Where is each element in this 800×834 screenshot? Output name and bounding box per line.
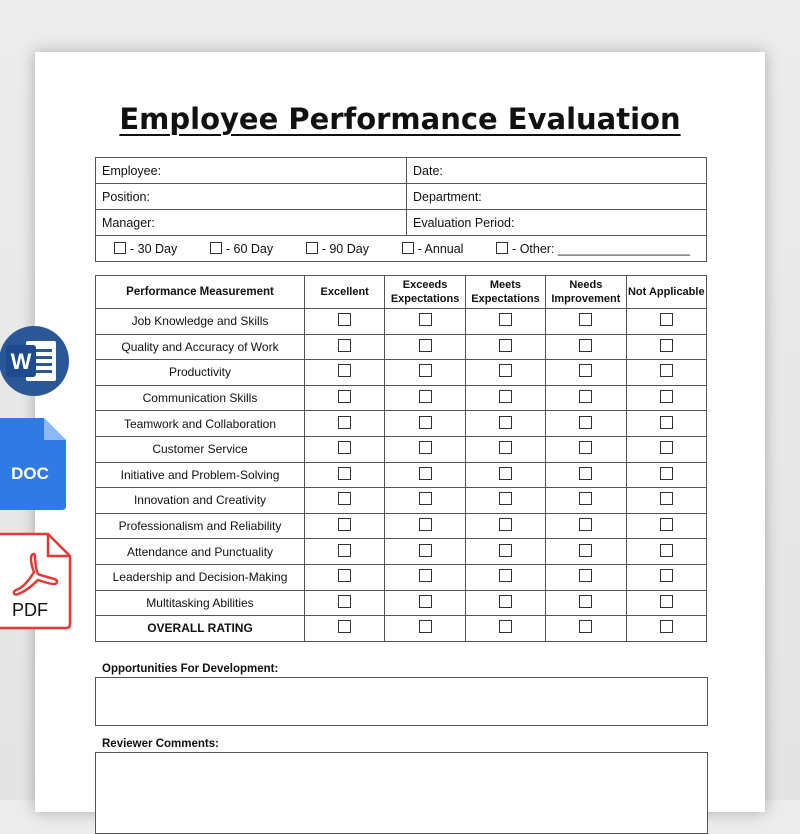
table-row <box>96 513 707 539</box>
rating-cell-excellent <box>305 590 385 616</box>
measurement-label: OVERALL RATING <box>96 616 305 642</box>
measurement-label: Innovation and Creativity <box>96 488 305 514</box>
rating-cell-not-applicable <box>626 411 706 437</box>
rating-cell-needs-improvement <box>546 616 626 642</box>
rating-cell-not-applicable <box>626 616 706 642</box>
rating-cell-not-applicable <box>626 539 706 565</box>
rating-cell-meets-expectations <box>465 411 545 437</box>
rating-cell-needs-improvement <box>546 411 626 437</box>
checkbox[interactable] <box>579 569 592 582</box>
checkbox[interactable] <box>579 390 592 403</box>
manager-field[interactable]: Manager: <box>96 210 407 236</box>
checkbox[interactable] <box>419 595 432 608</box>
rating-cell-needs-improvement <box>546 590 626 616</box>
rating-cell-exceeds-expectations <box>385 411 465 437</box>
development-label: Opportunities For Development: <box>102 663 279 675</box>
checkbox[interactable] <box>338 339 351 352</box>
checkbox[interactable] <box>579 595 592 608</box>
rating-cell-needs-improvement <box>546 564 626 590</box>
table-row <box>96 309 707 335</box>
rating-cell-meets-expectations <box>465 564 545 590</box>
period-90-day[interactable]: - 90 Day <box>306 242 369 256</box>
checkbox[interactable] <box>338 364 351 377</box>
rating-cell-exceeds-expectations <box>385 385 465 411</box>
checkbox[interactable] <box>660 390 673 403</box>
checkbox[interactable] <box>338 620 351 633</box>
rating-cell-needs-improvement <box>546 539 626 565</box>
word-icon <box>0 325 70 397</box>
rating-cell-needs-improvement <box>546 462 626 488</box>
checkbox[interactable] <box>499 313 512 326</box>
checkbox[interactable] <box>660 492 673 505</box>
rating-cell-excellent <box>305 385 385 411</box>
rating-cell-needs-improvement <box>546 360 626 386</box>
checkbox[interactable] <box>660 620 673 633</box>
checkbox[interactable] <box>660 518 673 531</box>
header-needs-improvement: Needs Improvement <box>546 276 626 309</box>
rating-cell-needs-improvement <box>546 309 626 335</box>
measurement-label: Quality and Accuracy of Work <box>96 334 305 360</box>
checkbox[interactable] <box>338 595 351 608</box>
table-row <box>96 590 707 616</box>
rating-cell-exceeds-expectations <box>385 488 465 514</box>
rating-cell-not-applicable <box>626 462 706 488</box>
rating-cell-excellent <box>305 360 385 386</box>
rating-cell-needs-improvement <box>546 488 626 514</box>
rating-cell-exceeds-expectations <box>385 462 465 488</box>
checkbox[interactable] <box>419 313 432 326</box>
checkbox[interactable] <box>579 339 592 352</box>
checkbox[interactable] <box>660 441 673 454</box>
checkbox[interactable] <box>419 467 432 480</box>
measurement-label: Professionalism and Reliability <box>96 513 305 539</box>
checkbox[interactable] <box>419 339 432 352</box>
checkbox[interactable] <box>660 313 673 326</box>
table-row <box>96 385 707 411</box>
table-row <box>96 334 707 360</box>
rating-cell-exceeds-expectations <box>385 309 465 335</box>
checkbox[interactable] <box>499 569 512 582</box>
checkbox[interactable] <box>419 544 432 557</box>
rating-cell-excellent <box>305 436 385 462</box>
period-other[interactable]: - Other: ___________________ <box>496 242 690 256</box>
checkbox[interactable] <box>499 595 512 608</box>
doc-badge <box>0 418 66 510</box>
checkbox[interactable] <box>419 620 432 633</box>
measurement-label: Productivity <box>96 360 305 386</box>
comments-textbox[interactable] <box>95 752 708 834</box>
checkbox[interactable] <box>402 242 414 254</box>
checkbox[interactable] <box>499 518 512 531</box>
table-row <box>96 436 707 462</box>
table-row <box>96 488 707 514</box>
rating-cell-exceeds-expectations <box>385 436 465 462</box>
checkbox[interactable] <box>338 441 351 454</box>
checkbox[interactable] <box>419 569 432 582</box>
checkbox[interactable] <box>419 492 432 505</box>
period-options <box>96 236 707 262</box>
header-not-applicable: Not Applicable <box>626 276 706 309</box>
rating-cell-not-applicable <box>626 360 706 386</box>
rating-cell-exceeds-expectations <box>385 334 465 360</box>
rating-cell-excellent <box>305 462 385 488</box>
rating-cell-needs-improvement <box>546 436 626 462</box>
measurement-label: Multitasking Abilities <box>96 590 305 616</box>
checkbox[interactable] <box>499 416 512 429</box>
checkbox[interactable] <box>419 390 432 403</box>
rating-cell-not-applicable <box>626 488 706 514</box>
checkbox[interactable] <box>579 544 592 557</box>
checkbox[interactable] <box>338 492 351 505</box>
checkbox[interactable] <box>499 339 512 352</box>
checkbox[interactable] <box>579 518 592 531</box>
checkbox[interactable] <box>338 416 351 429</box>
table-row <box>96 462 707 488</box>
measurement-label: Communication Skills <box>96 385 305 411</box>
pdf-badge <box>0 532 72 630</box>
rating-cell-not-applicable <box>626 334 706 360</box>
checkbox[interactable] <box>210 242 222 254</box>
header-performance-measurement: Performance Measurement <box>96 276 305 309</box>
checkbox[interactable] <box>338 390 351 403</box>
development-textbox[interactable] <box>95 677 708 726</box>
checkbox[interactable] <box>419 416 432 429</box>
rating-cell-meets-expectations <box>465 616 545 642</box>
rating-cell-excellent <box>305 616 385 642</box>
rating-cell-excellent <box>305 564 385 590</box>
rating-cell-meets-expectations <box>465 334 545 360</box>
rating-cell-exceeds-expectations <box>385 590 465 616</box>
rating-cell-not-applicable <box>626 436 706 462</box>
rating-cell-not-applicable <box>626 385 706 411</box>
rating-cell-excellent <box>305 411 385 437</box>
rating-cell-not-applicable <box>626 513 706 539</box>
checkbox[interactable] <box>579 620 592 633</box>
table-row <box>96 616 707 642</box>
measurement-label: Customer Service <box>96 436 305 462</box>
comments-label: Reviewer Comments: <box>102 738 219 750</box>
checkbox[interactable] <box>579 467 592 480</box>
checkbox[interactable] <box>579 313 592 326</box>
rating-cell-exceeds-expectations <box>385 564 465 590</box>
checkbox[interactable] <box>660 569 673 582</box>
rating-cell-meets-expectations <box>465 385 545 411</box>
rating-cell-not-applicable <box>626 564 706 590</box>
header-excellent: Excellent <box>305 276 385 309</box>
pdf-file-icon <box>0 532 72 630</box>
header-meets-expectations: Meets Expectations <box>465 276 545 309</box>
rating-cell-needs-improvement <box>546 385 626 411</box>
measurement-label: Job Knowledge and Skills <box>96 309 305 335</box>
checkbox[interactable] <box>338 518 351 531</box>
measurement-label: Teamwork and Collaboration <box>96 411 305 437</box>
rating-cell-meets-expectations <box>465 513 545 539</box>
table-row <box>96 360 707 386</box>
checkbox[interactable] <box>660 339 673 352</box>
measurement-label: Initiative and Problem-Solving <box>96 462 305 488</box>
checkbox[interactable] <box>499 492 512 505</box>
evaluation-period-field[interactable]: Evaluation Period: <box>407 210 707 236</box>
rating-cell-excellent <box>305 309 385 335</box>
rating-cell-meets-expectations <box>465 488 545 514</box>
period-30-day[interactable]: - 30 Day <box>114 242 177 256</box>
checkbox[interactable] <box>338 467 351 480</box>
rating-cell-meets-expectations <box>465 309 545 335</box>
period-60-day[interactable]: - 60 Day <box>210 242 273 256</box>
employee-info-table <box>95 157 707 262</box>
checkbox[interactable] <box>499 544 512 557</box>
department-field[interactable]: Department: <box>407 184 707 210</box>
rating-cell-excellent <box>305 513 385 539</box>
document-page <box>35 52 765 812</box>
checkbox[interactable] <box>660 544 673 557</box>
checkbox[interactable] <box>338 544 351 557</box>
checkbox[interactable] <box>660 467 673 480</box>
checkbox[interactable] <box>660 416 673 429</box>
svg-text:W: W <box>10 349 32 374</box>
rating-cell-excellent <box>305 539 385 565</box>
rating-cell-meets-expectations <box>465 590 545 616</box>
rating-cell-meets-expectations <box>465 360 545 386</box>
rating-cell-meets-expectations <box>465 436 545 462</box>
checkbox[interactable] <box>499 441 512 454</box>
checkbox[interactable] <box>660 595 673 608</box>
checkbox[interactable] <box>579 416 592 429</box>
table-row <box>96 539 707 565</box>
rating-cell-exceeds-expectations <box>385 513 465 539</box>
checkbox[interactable] <box>496 242 508 254</box>
checkbox[interactable] <box>579 364 592 377</box>
checkbox[interactable] <box>419 518 432 531</box>
table-row <box>96 564 707 590</box>
header-exceeds-expectations: Exceeds Expectations <box>385 276 465 309</box>
checkbox[interactable] <box>114 242 126 254</box>
measurement-label: Attendance and Punctuality <box>96 539 305 565</box>
checkbox[interactable] <box>499 620 512 633</box>
position-field[interactable]: Position: <box>96 184 407 210</box>
performance-table <box>95 275 707 642</box>
rating-cell-exceeds-expectations <box>385 360 465 386</box>
checkbox[interactable] <box>419 441 432 454</box>
rating-cell-excellent <box>305 334 385 360</box>
doc-file-icon <box>0 418 66 510</box>
checkbox[interactable] <box>499 390 512 403</box>
checkbox[interactable] <box>579 492 592 505</box>
rating-cell-not-applicable <box>626 590 706 616</box>
word-badge <box>0 325 70 397</box>
checkbox[interactable] <box>499 467 512 480</box>
svg-text:DOC: DOC <box>11 464 49 483</box>
checkbox[interactable] <box>306 242 318 254</box>
document-title: Employee Performance Evaluation <box>119 102 681 136</box>
checkbox[interactable] <box>419 364 432 377</box>
rating-cell-meets-expectations <box>465 539 545 565</box>
rating-cell-exceeds-expectations <box>385 539 465 565</box>
table-row <box>96 411 707 437</box>
measurement-label: Leadership and Decision-Making <box>96 564 305 590</box>
checkbox[interactable] <box>338 313 351 326</box>
rating-cell-needs-improvement <box>546 513 626 539</box>
rating-cell-excellent <box>305 488 385 514</box>
rating-cell-not-applicable <box>626 309 706 335</box>
checkbox[interactable] <box>579 441 592 454</box>
date-field[interactable]: Date: <box>407 158 707 184</box>
rating-cell-needs-improvement <box>546 334 626 360</box>
checkbox[interactable] <box>338 569 351 582</box>
rating-cell-exceeds-expectations <box>385 616 465 642</box>
checkbox[interactable] <box>499 364 512 377</box>
period-annual[interactable]: - Annual <box>402 242 464 256</box>
rating-cell-meets-expectations <box>465 462 545 488</box>
table-header-row <box>96 276 707 309</box>
svg-text:PDF: PDF <box>12 600 48 620</box>
employee-field[interactable]: Employee: <box>96 158 407 184</box>
checkbox[interactable] <box>660 364 673 377</box>
